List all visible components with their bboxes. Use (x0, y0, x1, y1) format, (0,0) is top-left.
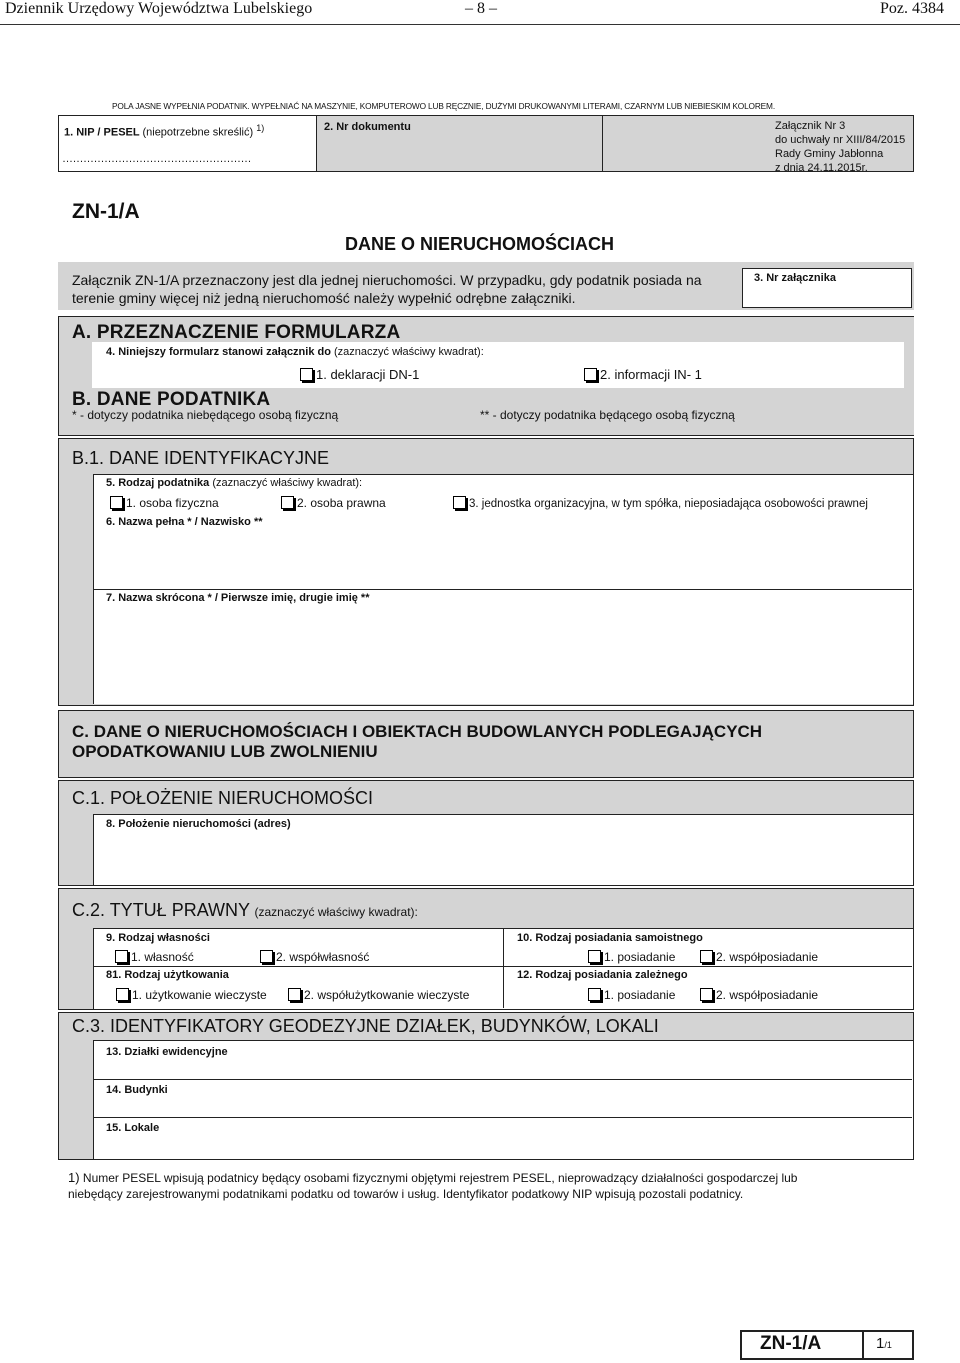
divider (93, 1079, 912, 1080)
checkbox-icon[interactable] (260, 950, 273, 963)
field-14-label: 14. Budynki (106, 1084, 168, 1096)
option-dependent-co-possession[interactable]: 2. współposiadanie (700, 988, 818, 1002)
form-title: DANE O NIERUCHOMOŚCIACH (345, 234, 615, 254)
checkbox-icon[interactable] (110, 496, 123, 509)
option-co-ownership[interactable]: 2. współwłasność (260, 950, 369, 964)
field-1-label: 1. NIP / PESEL (niepotrzebne skreślić) $^{1)}$ (64, 123, 265, 139)
field-7-label: 7. Nazwa skrócona * / Pierwsze imię, drugie imię ** (106, 592, 370, 604)
option-independent-possession[interactable]: 1. posiadanie (588, 950, 675, 964)
premises-field[interactable] (94, 1134, 911, 1156)
section-c2-title: C.2. TYTUŁ PRAWNY (zaznaczyć właściwy kwadrat): (72, 900, 418, 920)
option-natural-person[interactable]: 1. osoba fizyczna (110, 496, 219, 510)
section-c3-title: C.3. IDENTYFIKATORY GEODEZYJNE DZIAŁEK, BUDYNKÓW, LOKALI (72, 1016, 659, 1036)
checkbox-icon[interactable] (588, 950, 601, 963)
option-organizational-unit[interactable]: 3. jednostka organizacyjna, w tym spółka, nieposiadająca osobowości prawnej (453, 496, 868, 510)
fill-instruction: POLA JASNE WYPEŁNIA PODATNIK. WYPEŁNIAĆ NA MASZYNIE, KOMPUTEROWO LUB RĘCZNIE, DUŻYMI DRUKOWANYMI LITERAMI, CZARNYM LUB NIEBIESKIM KOLOREM. (112, 101, 775, 111)
field-15-label: 15. Lokale (106, 1122, 160, 1134)
checkbox-icon[interactable] (700, 988, 713, 1001)
short-name-field[interactable] (94, 606, 911, 702)
form-code: ZN-1/A (72, 200, 140, 223)
option-independent-co-possession[interactable]: 2. współposiadanie (700, 950, 818, 964)
full-name-field[interactable] (94, 530, 911, 588)
section-b-title: B. DANE PODATNIKA (72, 389, 271, 410)
section-c1-title: C.1. POŁOŻENIE NIERUCHOMOŚCI (72, 788, 374, 808)
footer-page-counter: 1/1 (876, 1335, 892, 1352)
section-c-title: C. DANE O NIERUCHOMOŚCIACH I OBIEKTACH BUDOWLANYCH PODLEGAJĄCYCH OPODATKOWANIU LUB ZWOLNIENIU (72, 722, 763, 761)
checkbox-icon[interactable] (588, 988, 601, 1001)
option-dependent-possession[interactable]: 1. posiadanie (588, 988, 675, 1002)
checkbox-icon[interactable] (288, 988, 301, 1001)
section-a-title: A. PRZEZNACZENIE FORMULARZA (72, 322, 401, 343)
page-number: – 8 – (465, 0, 497, 17)
checkbox-icon[interactable] (300, 368, 313, 381)
checkbox-icon[interactable] (700, 950, 713, 963)
field-9-label: 9. Rodzaj własności (106, 932, 210, 944)
checkbox-icon[interactable] (116, 988, 129, 1001)
checkbox-icon[interactable] (115, 950, 128, 963)
section-b1-title: B.1. DANE IDENTYFIKACYJNE (72, 448, 330, 468)
attachment-note: Załącznik Nr 3 do uchwały nr XIII/84/2015 Rady Gminy Jabłonna z dnia 24.11.2015r. (775, 120, 906, 174)
field-12-label: 12. Rodzaj posiadania zależnego (517, 969, 688, 981)
field-5-label: 5. Rodzaj podatnika (zaznaczyć właściwy kwadrat): (106, 477, 363, 489)
field-3-label: 3. Nr załącznika (754, 272, 836, 284)
field-4-label: 4. Niniejszy formularz stanowi załącznik do (zaznaczyć właściwy kwadrat): (106, 346, 484, 358)
field-8-label: 8. Położenie nieruchomości (adres) (106, 818, 291, 830)
field-81-label: 81. Rodzaj użytkowania (106, 969, 229, 981)
option-declaration-dn1[interactable]: 1. deklaracji DN-1 (300, 367, 419, 382)
header-rule (0, 24, 960, 25)
position-number: Poz. 4384 (880, 0, 944, 17)
footer-form-code: ZN-1/A (760, 1333, 822, 1354)
field-13-label: 13. Działki ewidencyjne (106, 1046, 228, 1058)
footnote: 1) Numer PESEL wpisują podatnicy będący osobami fizycznymi objętymi rejestrem PESEL, nieprowadzący działalności gospodarczej lub niebędący zarejestrowanymi podatnikami podatku od towarów i usług. Identyfikator podatkowy NIP wpisują pozostali podatnicy. (68, 1170, 798, 1201)
option-information-in1[interactable]: 2. informacji IN- 1 (584, 367, 702, 382)
divider (503, 928, 504, 1008)
divider (93, 589, 912, 590)
buildings-field[interactable] (94, 1096, 911, 1116)
cadastral-parcels-field[interactable] (94, 1058, 911, 1078)
field-10-label: 10. Rodzaj posiadania samoistnego (517, 932, 703, 944)
option-perpetual-usufruct[interactable]: 1. użytkowanie wieczyste (116, 988, 267, 1002)
option-perpetual-co-usufruct[interactable]: 2. współużytkowanie wieczyste (288, 988, 469, 1002)
note-natural-person: ** - dotyczy podatnika będącego osobą fizyczną (480, 408, 735, 422)
divider (602, 116, 603, 171)
option-ownership[interactable]: 1. własność (115, 950, 194, 964)
checkbox-icon[interactable] (281, 496, 294, 509)
checkbox-icon[interactable] (584, 368, 597, 381)
note-legal-person: * - dotyczy podatnika niebędącego osobą fizyczną (72, 408, 339, 422)
document-number-field[interactable] (317, 134, 602, 171)
divider (93, 1117, 912, 1118)
option-legal-person[interactable]: 2. osoba prawna (281, 496, 386, 510)
journal-title: Dziennik Urzędowy Województwa Lubelskiego (5, 0, 313, 17)
nip-pesel-dots: ……………………………………………… (62, 153, 251, 165)
field-6-label: 6. Nazwa pełna * / Nazwisko ** (106, 516, 263, 528)
intro-text: Załącznik ZN-1/A przeznaczony jest dla jednej nieruchomości. W przypadku, gdy podatnik posiada na terenie gminy więcej niż jedną nieruchomość należy wypełnić odrębne załączniki. (72, 272, 702, 306)
field-2-label: 2. Nr dokumentu (324, 121, 411, 133)
checkbox-icon[interactable] (453, 496, 466, 509)
divider (862, 1330, 864, 1360)
